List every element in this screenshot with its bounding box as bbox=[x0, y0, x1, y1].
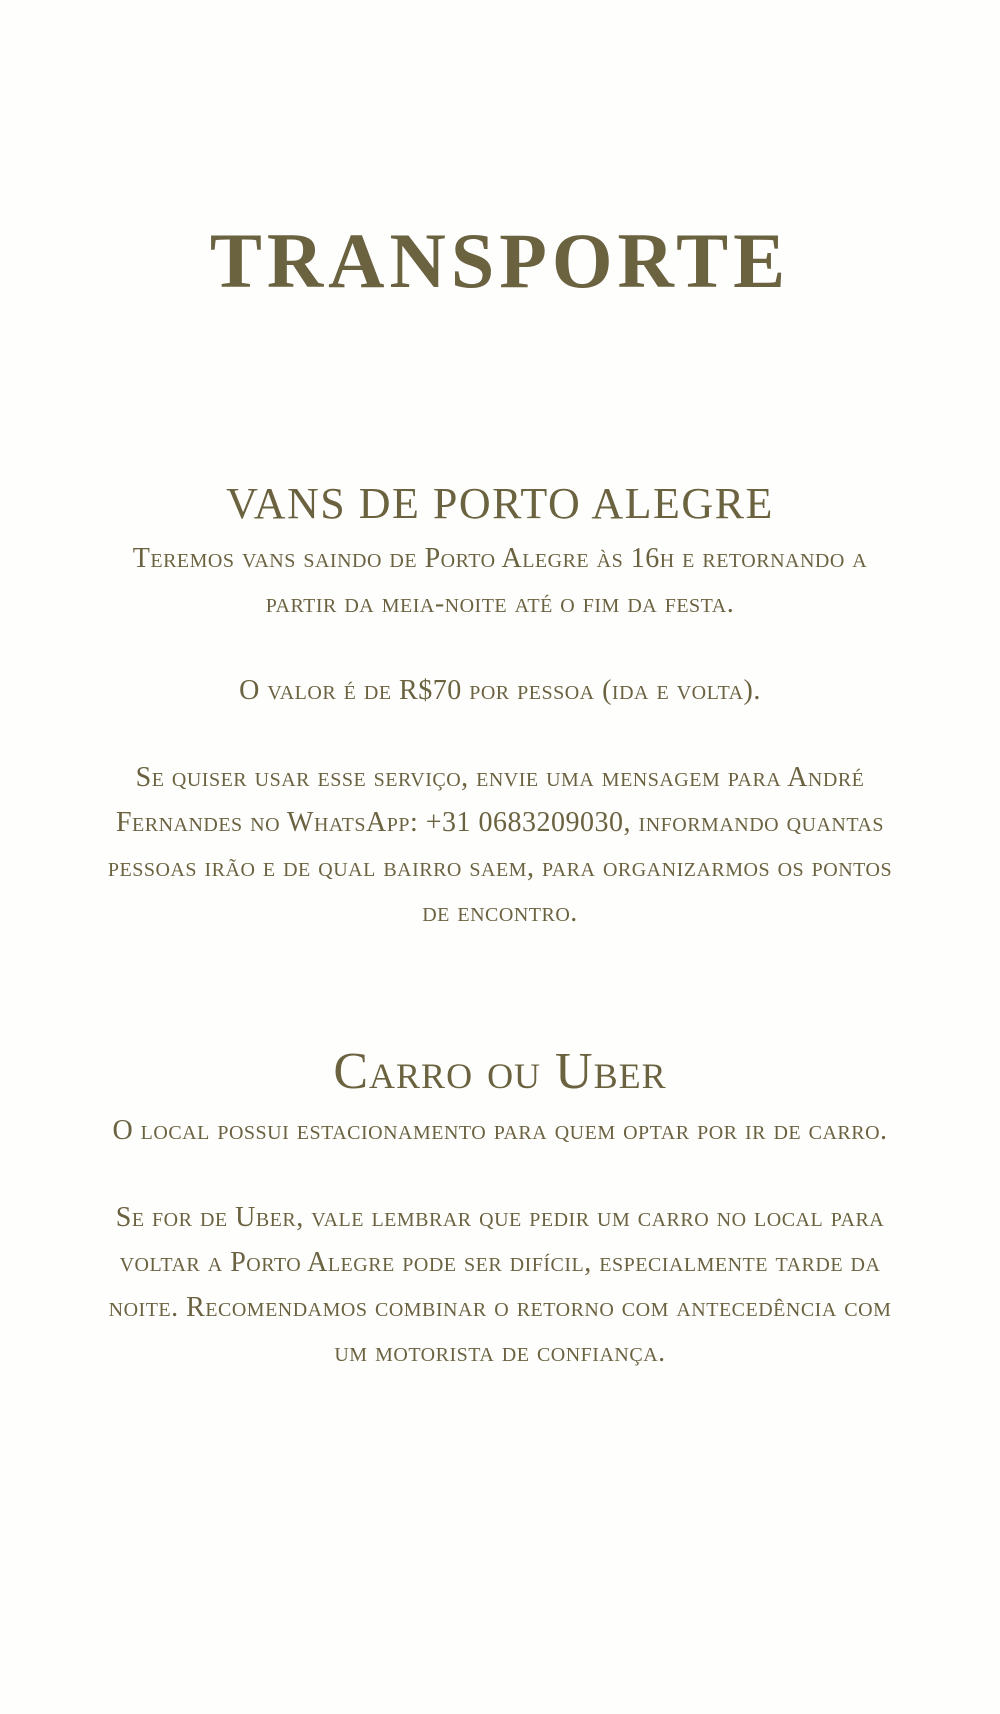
vans-contact-text: Se quiser usar esse serviço, envie uma mensagem para André Fernandes no WhatsApp: +31 0683209030, informando quantas pessoas irão e de qual bairro saem, para organizarmos os pontos de encontro. bbox=[107, 762, 893, 929]
car-uber-heading: Carro ou Uber bbox=[333, 1043, 667, 1100]
vans-schedule-text: Teremos vans saindo de Porto Alegre às 16h e retornando a partir da meia-noite até o fim da festa. bbox=[132, 543, 868, 620]
vans-price-text: O valor é de R$70 por pessoa (ida e volta). bbox=[239, 675, 761, 707]
spacer bbox=[100, 713, 900, 755]
vans-heading: VANS DE PORTO ALEGRE bbox=[226, 479, 774, 528]
spacer bbox=[100, 1153, 900, 1195]
vans-section bbox=[100, 480, 900, 935]
page-title: TRANSPORTE bbox=[209, 217, 791, 304]
spacer bbox=[100, 626, 900, 668]
car-uber-section bbox=[100, 1043, 900, 1375]
uber-advice-text: Se for de Uber, vale lembrar que pedir um carro no local para voltar a Porto Alegre pode ser difícil, especialmente tarde da noite. Recomendamos combinar o retorno com antecedência com um motorista de confiança. bbox=[108, 1202, 892, 1369]
parking-text: O local possui estacionamento para quem optar por ir de carro. bbox=[112, 1115, 888, 1147]
